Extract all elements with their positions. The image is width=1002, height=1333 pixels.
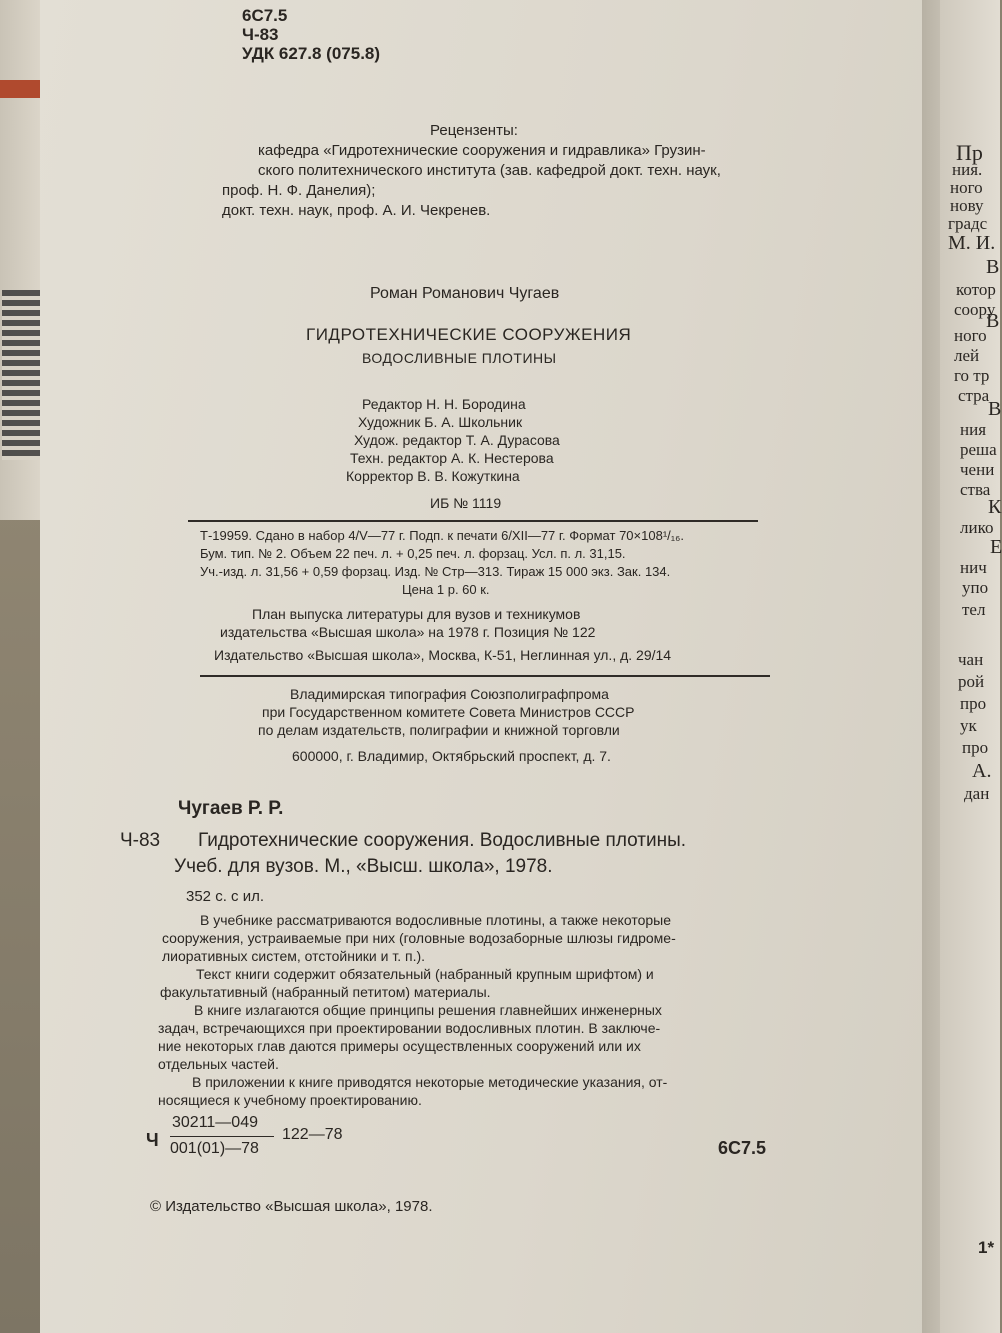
abstract-line-1: В учебнике рассматриваются водосливные плотины, а также некоторые (200, 912, 671, 928)
right-fragment: Е (990, 536, 1002, 558)
right-fragment: В (986, 256, 1000, 278)
right-fragment: А. (972, 760, 992, 782)
abstract-line-8: ние некоторых глав даются примеры осуществленных сооружений или их (158, 1038, 641, 1054)
printer-address: 600000, г. Владимир, Октябрьский проспект, д. 7. (292, 748, 611, 764)
printer-line-1: Владимирская типография Союзполиграфпрома (290, 686, 609, 702)
imprint-price: Цена 1 р. 60 к. (402, 582, 490, 597)
credit-artist: Художник Б. А. Школьник (358, 414, 523, 430)
imprint-line-3: Уч.-изд. л. 31,56 + 0,59 форзац. Изд. № Стр—313. Тираж 15 000 экз. Зак. 134. (200, 564, 671, 579)
right-fragment: М. И. (948, 232, 996, 254)
right-fragment: про (962, 738, 989, 757)
divider-rule (188, 520, 758, 522)
abstract-line-10: В приложении к книге приводятся некоторые методические указания, от- (192, 1074, 668, 1090)
right-fragment: реша (960, 440, 997, 459)
right-fragment: лей (954, 346, 980, 365)
reviewers-line-1: кафедра «Гидротехнические сооружения и гидравлика» Грузин- (258, 142, 706, 159)
abstract-line-9: отдельных частей. (158, 1056, 279, 1072)
page-signature-mark: 1* (978, 1238, 995, 1257)
right-fragment: рой (958, 672, 985, 691)
imprint-line-1: Т-19959. Сдано в набор 4/V—77 г. Подп. к печати 6/XII—77 г. Формат 70×108¹/₁₆. (200, 528, 684, 543)
formula-numerator: 30211—049 (172, 1114, 258, 1131)
right-fragment: котор (956, 280, 996, 299)
abstract-line-2: сооружения, устраиваемые при них (головные водозаборные шлюзы гидроме- (162, 930, 676, 946)
reviewers-line-2: ского политехнического института (зав. кафедрой докт. техн. наук, (258, 162, 721, 179)
credit-editor: Редактор Н. Н. Бородина (362, 396, 526, 412)
imprint-line-2: Бум. тип. № 2. Объем 22 печ. л. + 0,25 печ. л. форзац. Усл. п. л. 31,15. (200, 546, 626, 561)
right-fragment: ного (954, 326, 987, 345)
credit-tech-editor: Техн. редактор А. К. Нестерова (350, 450, 554, 466)
adjacent-page (940, 0, 1000, 1333)
printer-line-3: по делам издательств, полиграфии и книжной торговли (258, 722, 620, 738)
classification-code: 6С7.5 (242, 6, 288, 25)
reviewers-line-4: докт. техн. наук, проф. А. И. Чекренев. (222, 202, 491, 219)
right-fragment: градс (948, 214, 988, 233)
formula-fraction-bar (170, 1136, 274, 1137)
plan-line-2: издательства «Высшая школа» на 1978 г. Позиция № 122 (220, 624, 596, 640)
abstract-line-3: лиоративных систем, отстойники и т. п.). (162, 948, 426, 964)
right-fragment: В (988, 398, 1002, 420)
right-fragment: тел (962, 600, 986, 619)
right-fragment: ния. (952, 160, 983, 179)
bbk-code: 6С7.5 (718, 1138, 767, 1158)
credit-proofreader: Корректор В. В. Кожуткина (346, 468, 520, 484)
right-fragment: В (986, 310, 1000, 332)
right-fragment: ства (960, 480, 991, 499)
abstract-line-4: Текст книги содержит обязательный (набранный крупным шрифтом) и (196, 966, 654, 982)
right-fragment: чени (960, 460, 995, 479)
ib-number: ИБ № 1119 (430, 495, 502, 511)
book-page (40, 0, 940, 1333)
reviewers-label: Рецензенты: (430, 122, 518, 139)
right-fragment: ук (960, 716, 977, 735)
formula-denominator: 001(01)—78 (170, 1140, 259, 1157)
catalog-line-1: Гидротехнические сооружения. Водосливные плотины. (198, 830, 687, 851)
author-name: Роман Романович Чугаев (370, 285, 560, 302)
right-fragment: ного (950, 178, 983, 197)
publisher-address: Издательство «Высшая школа», Москва, К-51, Неглинная ул., д. 29/14 (214, 647, 672, 663)
book-title: ГИДРОТЕХНИЧЕСКИЕ СООРУЖЕНИЯ (306, 325, 632, 344)
plan-line-1: План выпуска литературы для вузов и техникумов (252, 606, 581, 622)
abstract-line-7: задач, встречающихся при проектировании водосливных плотин. В заключе- (158, 1020, 661, 1036)
right-fragment: нич (960, 558, 987, 577)
credit-art-editor: Худож. редактор Т. А. Дурасова (354, 432, 560, 448)
right-fragment: стра (958, 386, 990, 405)
catalog-code-label: Ч-83 (120, 830, 161, 851)
right-fragment: го тр (954, 366, 990, 385)
right-fragment: про (960, 694, 987, 713)
printer-line-2: при Государственном комитете Совета Министров СССР (262, 704, 635, 720)
catalog-line-2: Учеб. для вузов. М., «Высш. школа», 1978. (174, 856, 553, 877)
abstract-line-11: носящиеся к учебному проектированию. (158, 1092, 422, 1108)
reviewers-line-3: проф. Н. Ф. Данелия); (222, 182, 376, 199)
right-fragment: нову (950, 196, 984, 215)
copyright-notice: © Издательство «Высшая школа», 1978. (150, 1198, 433, 1215)
right-fragment: дан (964, 784, 990, 803)
right-fragment: соору (954, 300, 996, 319)
book-subtitle: ВОДОСЛИВНЫЕ ПЛОТИНЫ (362, 350, 557, 366)
divider-rule-2 (200, 675, 770, 677)
udk-code: УДК 627.8 (075.8) (242, 44, 381, 63)
right-fragment: упо (962, 578, 989, 597)
formula-suffix: 122—78 (282, 1126, 343, 1143)
right-fragment: ния (960, 420, 987, 439)
right-fragment: лико (960, 518, 994, 537)
right-fragment: чан (958, 650, 984, 669)
right-fragment: Пр (956, 140, 983, 165)
abstract-line-5: факультативный (набранный петитом) материалы. (160, 984, 491, 1000)
catalog-pages: 352 с. с ил. (186, 888, 264, 905)
catalog-author: Чугаев Р. Р. (178, 798, 284, 819)
abstract-line-6: В книге излагаются общие принципы решения главнейших инженерных (194, 1002, 662, 1018)
formula-letter: Ч (146, 1130, 159, 1150)
right-fragment: К (988, 496, 1002, 518)
catalog-code: Ч-83 (242, 25, 279, 44)
